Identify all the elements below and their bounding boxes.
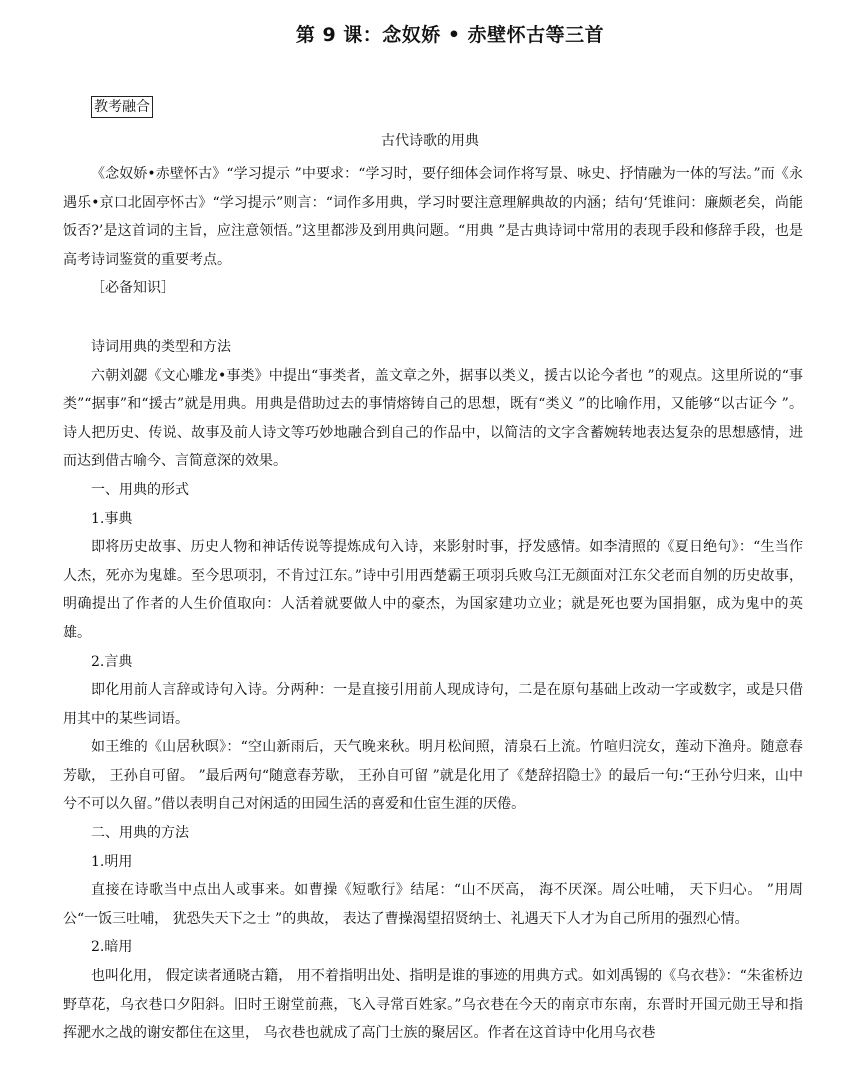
subheading: 1.事典 bbox=[91, 510, 133, 527]
subheading: 二、用典的方法 bbox=[91, 825, 189, 842]
paragraph: 《念奴娇•赤壁怀古》“学习提示 ”中要求：“学习时，要仔细体会词作将写景、咏史、抒情融为一体的写法。”而《永遇乐•京口北固亭怀古》“学习提示”则言：“词作多用典，学习时要注意理解典故的内涵；结句‘凭谁问：廉颇老矣，尚能饭否?’是这首词的主旨，应注意领悟。”这里都涉及到用典问题。“用典 ”是古典诗词中常用的表现手段和修辞手段，也是高考诗词鉴赏的重要考点。 bbox=[63, 166, 803, 268]
knowledge-label: ［必备知识］ bbox=[91, 280, 175, 297]
paragraph: 即化用前人言辞或诗句入诗。分两种：一是直接引用前人现成诗句，二是在原句基础上改动一字或数字，或是只借用其中的某些词语。 bbox=[63, 682, 803, 727]
paragraph: 也叫化用， 假定读者通晓古籍， 用不着指明出处、指明是谁的事迹的用典方式。如刘禹锡的《乌衣巷》：“朱雀桥边野草花，乌衣巷口夕阳斜。旧时王谢堂前燕，飞入寻常百姓家。”乌衣巷在今天的南京市东南，东晋时开国元勋王导和指挥淝水之战的谢安都住在这里， 乌衣巷也就成了高门士族的聚居区。作者在这首诗中化用乌衣巷 bbox=[63, 968, 803, 1042]
section-tag: 教考融合 bbox=[91, 96, 153, 118]
subheading: 诗词用典的类型和方法 bbox=[91, 338, 231, 355]
subheading: 2.暗用 bbox=[91, 939, 133, 956]
page-title: 第 9 课：念奴娇 • 赤壁怀古等三首 bbox=[295, 24, 605, 46]
paragraph: 六朝刘勰《文心雕龙•事类》中提出“事类者，盖文章之外，据事以类义，援古以论今者也 ”的观点。这里所说的“事类”“据事”和“援古”就是用典。用典是借助过去的事情熔铸自己的思想，既有“类义 ”的比喻作用，又能够“以古证今 ”。诗人把历史、传说、故事及前人诗文等巧妙地融合到自己的作品中，以简洁的文字含蓄婉转地表达复杂的思想感情，进而达到借古喻今、言简意深的效果。 bbox=[63, 367, 803, 470]
body-text bbox=[63, 160, 803, 1048]
subheading: 2.言典 bbox=[91, 653, 133, 670]
subheading: 一、用典的形式 bbox=[91, 481, 189, 498]
subheading: 1.明用 bbox=[91, 853, 133, 870]
paragraph: 即将历史故事、历史人物和神话传说等提炼成句入诗，来影射时事，抒发感情。如李清照的《夏日绝句》：“生当作人杰，死亦为鬼雄。至今思项羽，不肯过江东。”诗中引用西楚霸王项羽兵败乌江无颜面对江东父老而自刎的历史故事，明确提出了作者的人生价值取向：人活着就要做人中的豪杰，为国家建功立业；就是死也要为国捐躯，成为鬼中的英雄。 bbox=[63, 539, 803, 641]
paragraph: 直接在诗歌当中点出人或事来。如曹操《短歌行》结尾：“山不厌高， 海不厌深。周公吐哺， 天下归心。 ”用周公“一饭三吐哺， 犹恐失天下之士 ”的典故， 表达了曹操渴望招贤纳士、礼遇天下人才为自己所用的强烈心情。 bbox=[63, 882, 803, 927]
paragraph: 如王维的《山居秋暝》：“空山新雨后，天气晚来秋。明月松间照，清泉石上流。竹喧归浣女，莲动下渔舟。随意春芳歇， 王孙自可留。 ”最后两句“随意春芳歇， 王孙自可留 ”就是化用了《楚辞招隐士》的最后一句:“王孙兮归来，山中兮不可以久留。”借以表明自己对闲适的田园生活的喜爱和仕宦生涯的厌倦。 bbox=[63, 739, 803, 813]
section-heading: 古代诗歌的用典 bbox=[381, 133, 479, 149]
